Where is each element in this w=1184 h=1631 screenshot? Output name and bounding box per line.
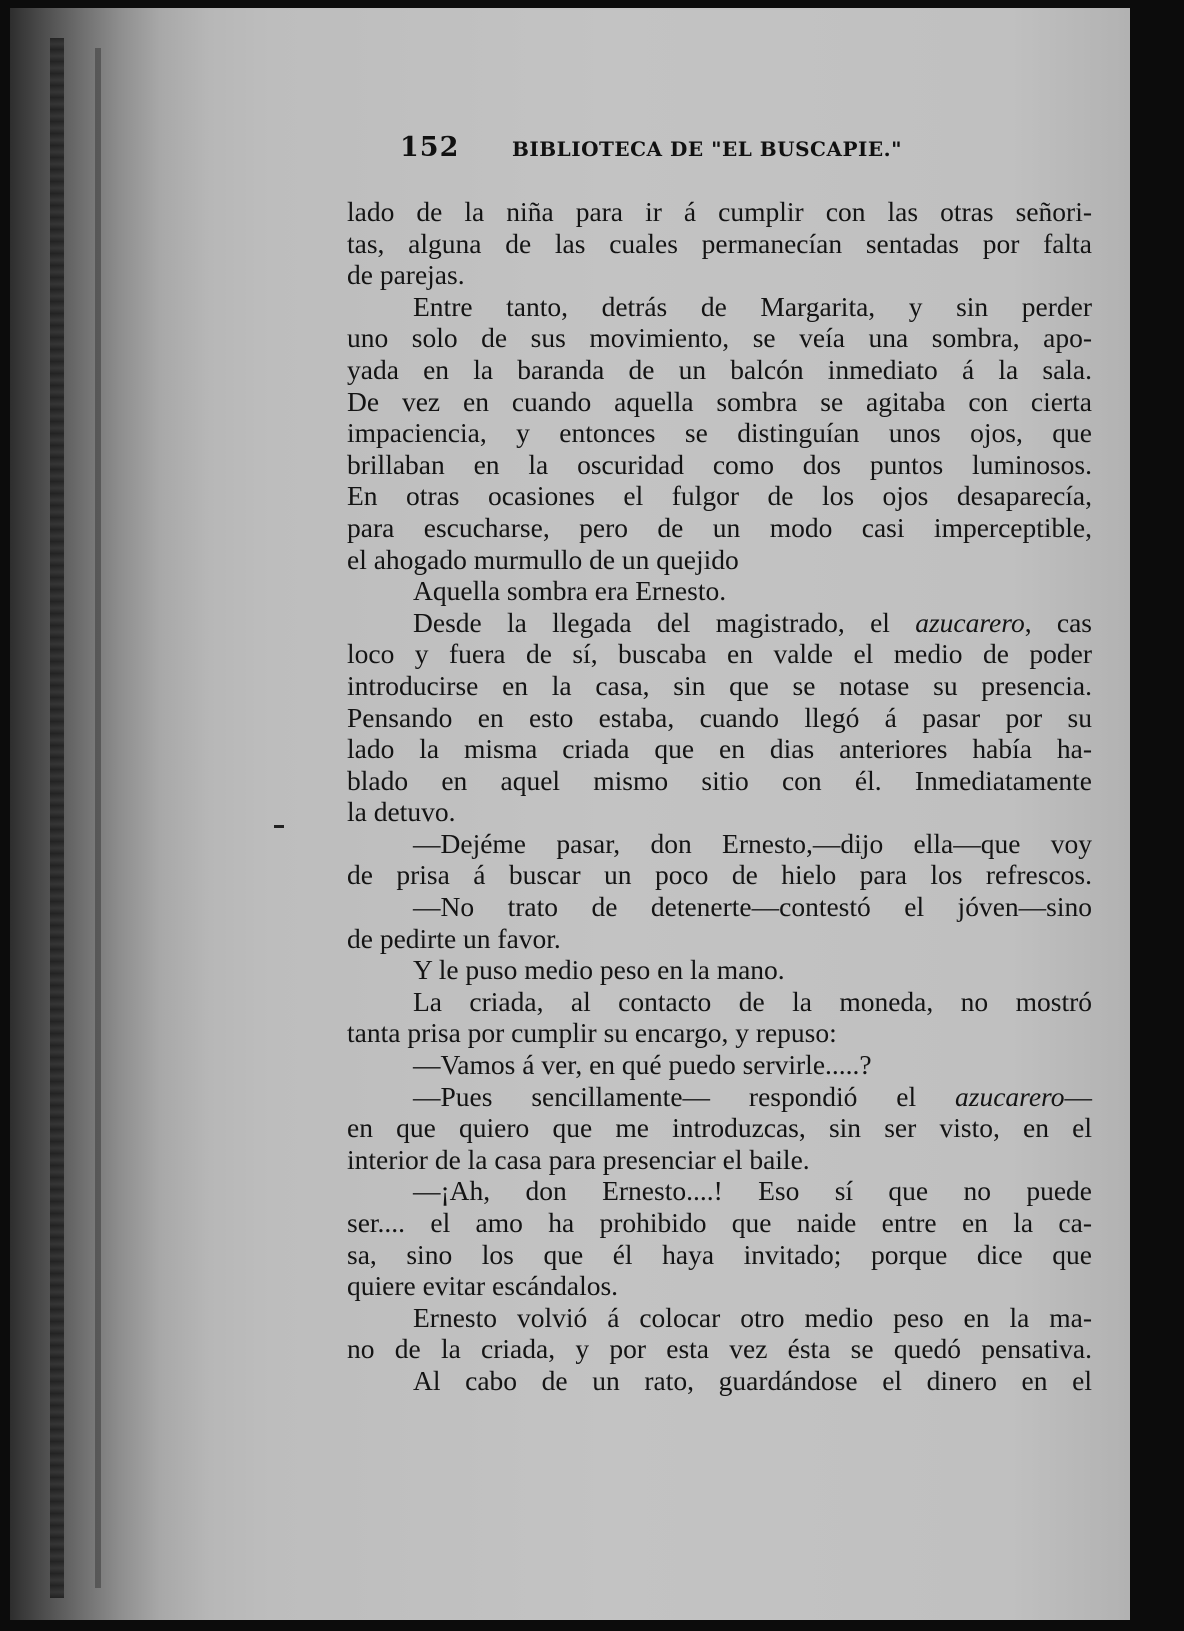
text-line: sa, sino los que él haya invitado; porque dice que bbox=[347, 1238, 1092, 1270]
text-line: lado de la niña para ir á cumplir con las otras señori- bbox=[347, 196, 1092, 227]
page-header bbox=[400, 132, 1020, 168]
text-line: De vez en cuando aquella sombra se agitaba con cierta bbox=[347, 385, 1092, 417]
text-line: para escucharse, pero de un modo casi imperceptible, bbox=[347, 511, 1092, 543]
text-line: de pedirte un favor. bbox=[347, 922, 561, 954]
text-line: la detuvo. bbox=[347, 796, 456, 828]
text-line: En otras ocasiones el fulgor de los ojos desaparecía, bbox=[347, 480, 1092, 512]
text-line: ser.... el amo ha prohibido que naide entre en la ca- bbox=[347, 1207, 1092, 1238]
page-edge-shadow bbox=[95, 48, 101, 1588]
text-line: impaciencia, y entonces se distinguían unos ojos, que bbox=[347, 417, 1092, 449]
text-line: —No trato de detenerte—contestó el jóven—sino bbox=[413, 891, 1092, 923]
text-line: tas, alguna de las cuales permanecían sentadas por falta bbox=[347, 227, 1092, 259]
text-line: lado la misma criada que en dias anteriores había ha- bbox=[347, 733, 1092, 765]
text-line: Entre tanto, detrás de Margarita, y sin perder bbox=[413, 290, 1092, 322]
text-line: La criada, al contacto de la moneda, no mostró bbox=[413, 985, 1092, 1017]
text-line: el ahogado murmullo de un quejido bbox=[347, 543, 739, 575]
running-title: BIBLIOTECA DE "EL BUSCAPIE." bbox=[512, 137, 903, 161]
text-line: —¡Ah, don Ernesto....! Eso sí que no puede bbox=[413, 1175, 1092, 1207]
text-line: —Dejéme pasar, don Ernesto,—dijo ella—que voy bbox=[413, 827, 1092, 859]
text-line: brillaban en la oscuridad como dos puntos luminosos. bbox=[347, 448, 1092, 480]
text-line: Pensando en esto estaba, cuando llegó á pasar por su bbox=[347, 701, 1092, 733]
text-line: de parejas. bbox=[347, 259, 465, 291]
text-line: de prisa á buscar un poco de hielo para los refrescos. bbox=[347, 859, 1092, 891]
text-line: loco y fuera de sí, buscaba en valde el medio de poder bbox=[347, 638, 1092, 670]
text-line: uno solo de sus movimiento, se veía una sombra, apo- bbox=[347, 322, 1092, 354]
text-line: Y le puso medio peso en la mano. bbox=[413, 954, 785, 986]
italic-word: azucarero bbox=[915, 606, 1025, 638]
text-line: yada en la baranda de un balcón inmediato á la sala. bbox=[347, 353, 1092, 385]
text-line: blado en aquel mismo sitio con él. Inmediatamente bbox=[347, 764, 1092, 796]
italic-word: azucarero bbox=[955, 1080, 1065, 1112]
text-line: interior de la casa para presenciar el baile. bbox=[347, 1143, 810, 1175]
text-line: Ernesto volvió á colocar otro medio peso en la ma- bbox=[413, 1301, 1092, 1333]
text-line: Al cabo de un rato, guardándose el dinero en el bbox=[413, 1364, 1092, 1396]
text-line: —Pues sencillamente— respondió el azucarero— bbox=[413, 1080, 1092, 1112]
page-number: 152 bbox=[400, 132, 460, 163]
text-line: tanta prisa por cumplir su encargo, y repuso: bbox=[347, 1017, 837, 1049]
book-spine-shadow bbox=[50, 38, 64, 1598]
text-line: no de la criada, y por esta vez ésta se quedó pensativa. bbox=[347, 1333, 1092, 1365]
body-text bbox=[347, 196, 1092, 1397]
text-line: introducirse en la casa, sin que se notase su presencia. bbox=[347, 669, 1092, 701]
text-line: quiere evitar escándalos. bbox=[347, 1270, 619, 1302]
margin-mark bbox=[274, 825, 284, 828]
text-line: —Vamos á ver, en qué puedo servirle.....? bbox=[413, 1049, 872, 1081]
text-line: Aquella sombra era Ernesto. bbox=[413, 575, 727, 607]
text-line: Desde la llegada del magistrado, el azucarero, cas bbox=[413, 606, 1092, 638]
text-line: en que quiero que me introduzcas, sin ser visto, en el bbox=[347, 1112, 1092, 1144]
